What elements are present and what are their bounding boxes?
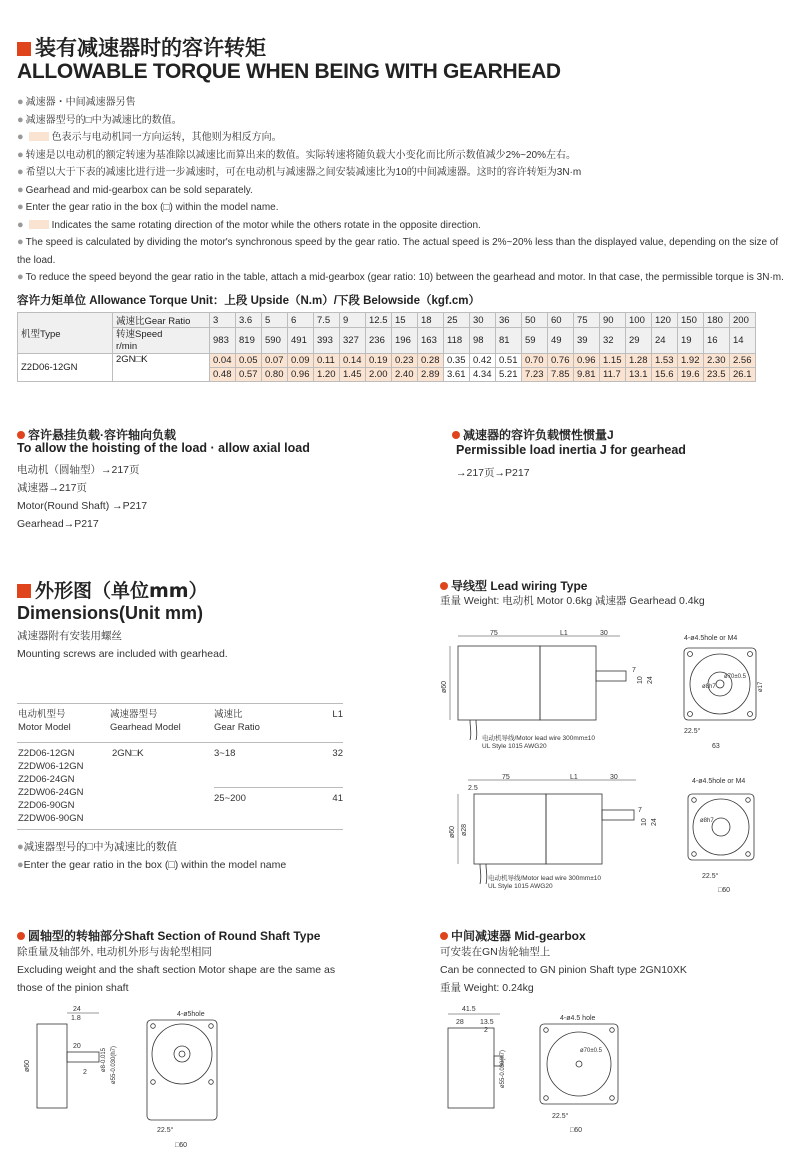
dimensions-table: [17, 704, 343, 830]
notes-list: [17, 94, 792, 287]
dimensions-title-en: Dimensions(Unit mm): [17, 603, 204, 623]
speed-cell: 81: [496, 328, 522, 354]
svg-text:41.5: 41.5: [462, 1006, 476, 1013]
mid-gearbox-drawing: [440, 1002, 790, 1152]
torque-upper-cell: 0.35: [444, 354, 470, 368]
highlight-swatch: [29, 220, 49, 229]
torque-upper-cell: 0.76: [548, 354, 574, 368]
svg-text:UL Style 1015 AWG20: UL Style 1015 AWG20: [482, 743, 547, 750]
speed-cell: 327: [340, 328, 366, 354]
ratio-cell: 200: [730, 313, 756, 328]
torque-upper-cell: 2.56: [730, 354, 756, 368]
bullet-icon: ●: [17, 218, 24, 231]
svg-text:10: 10: [637, 676, 644, 684]
round-shaft-line-cn: 除重量及轴部外, 电动机外形与齿轮型相同: [17, 946, 212, 958]
torque-lower-cell: 19.6: [678, 368, 704, 382]
torque-lower-cell: 1.45: [340, 368, 366, 382]
ratio-cell: 25~200: [214, 792, 246, 804]
torque-upper-cell: 0.11: [314, 354, 340, 368]
speed-cell: 19: [678, 328, 704, 354]
hoisting-line: 电动机（圆轴型）→217页: [17, 464, 140, 476]
lead-wiring-weight: 重量 Weight: 电动机 Motor 0.6kg 减速器 Gearhead 0.4kg: [440, 595, 705, 607]
svg-text:2: 2: [484, 1027, 488, 1034]
torque-lower-cell: 2.40: [392, 368, 418, 382]
svg-text:ø60: ø60: [449, 825, 456, 838]
svg-text:7: 7: [638, 807, 642, 814]
svg-text:2.5: 2.5: [468, 785, 478, 792]
torque-upper-cell: 0.51: [496, 354, 522, 368]
svg-text:24: 24: [647, 676, 654, 684]
svg-text:75: 75: [490, 630, 498, 637]
torque-lower-cell: 9.81: [574, 368, 600, 382]
lead-wiring-title: 导线型 Lead wiring Type: [440, 575, 587, 594]
svg-text:ø60: ø60: [24, 1059, 31, 1072]
torque-upper-cell: 2.30: [704, 354, 730, 368]
speed-cell: 32: [600, 328, 626, 354]
torque-lower-cell: 5.21: [496, 368, 522, 382]
ratio-cell: 3: [210, 313, 236, 328]
svg-text:ø28: ø28: [461, 823, 468, 836]
ratio-cell: 18: [418, 313, 444, 328]
svg-text:20: 20: [73, 1043, 81, 1050]
lead-wiring-drawing-1: [440, 628, 790, 758]
round-shaft-line-en-2: those of the pinion shaft: [17, 982, 129, 994]
bullet-icon: ●: [17, 166, 24, 178]
torque-upper-cell: 0.23: [392, 354, 418, 368]
bullet-icon: ●: [17, 96, 24, 108]
torque-upper-cell: 1.15: [600, 354, 626, 368]
svg-text:4-ø4.5hole or M4: 4-ø4.5hole or M4: [684, 635, 738, 642]
mid-gearbox-weight: 重量 Weight: 0.24kg: [440, 982, 534, 994]
bullet-icon: ●: [17, 183, 24, 196]
hoisting-line: Motor(Round Shaft) →P217: [17, 500, 148, 512]
note-item: ● The speed is calculated by dividing the motor's synchronous speed by the gear ratio. The actual speed is 2%~20% less than the displayed value, depending on the size of the load.: [17, 236, 779, 266]
note-item: ● 减速器・中间减速器另售: [17, 96, 136, 108]
svg-text:10: 10: [641, 818, 648, 826]
svg-text:□60: □60: [570, 1127, 583, 1134]
svg-text:28: 28: [456, 1019, 464, 1026]
gearhead-model-header: 减速器型号 Gearhead Model: [110, 709, 181, 733]
motor-model-header: 电动机型号 Motor Model: [18, 709, 71, 733]
speed-cell: 16: [704, 328, 730, 354]
ratio-cell: 100: [626, 313, 652, 328]
torque-upper-cell: 0.14: [340, 354, 366, 368]
dimensions-note-cn: 减速器附有安装用螺丝: [17, 630, 122, 642]
torque-lower-cell: 23.5: [704, 368, 730, 382]
ratio-cell: 150: [678, 313, 704, 328]
hoisting-title-en: To allow the hoisting of the load · allow axial load: [17, 441, 310, 455]
ratio-cell: 30: [470, 313, 496, 328]
ratio-cell: 3.6: [236, 313, 262, 328]
speed-cell: 14: [730, 328, 756, 354]
torque-upper-cell: 0.42: [470, 354, 496, 368]
torque-upper-cell: 0.96: [574, 354, 600, 368]
gear-ratio-header: 减速比 Gear Ratio: [214, 709, 260, 733]
dimensions-note-en: Mounting screws are included with gearhead.: [17, 648, 228, 660]
torque-lower-cell: 26.1: [730, 368, 756, 382]
dim-footnote-en: ●Enter the gear ratio in the box (□) within the model name: [17, 859, 287, 871]
round-shaft-drawing: [17, 1002, 257, 1152]
torque-lower-cell: 2.89: [418, 368, 444, 382]
gearhead-cell: 2GN□K: [113, 354, 210, 382]
svg-text:L1: L1: [570, 774, 578, 781]
inertia-line: →217页→P217: [456, 467, 530, 479]
torque-upper-cell: 0.70: [522, 354, 548, 368]
dimensions-table-wrap: [17, 703, 343, 830]
round-shaft-line-en-1: Excluding weight and the shaft section Motor shape are the same as: [17, 964, 336, 976]
ratio-cell: 6: [288, 313, 314, 328]
svg-text:ø55-0.030(h7): ø55-0.030(h7): [500, 1049, 506, 1088]
torque-lower-cell: 11.7: [600, 368, 626, 382]
bullet-icon: ●: [17, 201, 24, 213]
torque-upper-cell: 1.92: [678, 354, 704, 368]
torque-lower-cell: 15.6: [652, 368, 678, 382]
col-model-header: 机型Type: [18, 313, 113, 354]
torque-lower-cell: 13.1: [626, 368, 652, 382]
ratio-cell: 36: [496, 313, 522, 328]
torque-upper-cell: 0.28: [418, 354, 444, 368]
hoisting-title-cn: 容许悬挂负载·容许轴向负载: [17, 424, 176, 443]
torque-lower-cell: 0.57: [236, 368, 262, 382]
torque-upper-cell: 0.09: [288, 354, 314, 368]
torque-lower-cell: 0.80: [262, 368, 288, 382]
col-speed-header: 转速Speed r/min: [113, 328, 210, 354]
section-title-cn: 装有减速器时的容许转矩: [17, 32, 266, 62]
note-item: ● Indicates the same rotating direction of the motor while the others rotate in the opposite direction.: [17, 218, 481, 231]
torque-lower-cell: 2.00: [366, 368, 392, 382]
inertia-title-en: Permissible load inertia J for gearhead: [456, 443, 686, 457]
section-marker-icon: [17, 42, 31, 56]
torque-lower-cell: 0.96: [288, 368, 314, 382]
ratio-cell: 120: [652, 313, 678, 328]
svg-text:22.5°: 22.5°: [684, 728, 701, 735]
torque-lower-cell: 3.61: [444, 368, 470, 382]
speed-cell: 24: [652, 328, 678, 354]
mid-gearbox-line-en: Can be connected to GN pinion Shaft type 2GN10XK: [440, 964, 687, 976]
svg-text:1.8: 1.8: [71, 1015, 81, 1022]
torque-upper-cell: 0.05: [236, 354, 262, 368]
torque-upper-cell: 0.07: [262, 354, 288, 368]
bullet-icon: ●: [17, 236, 24, 248]
svg-text:ø17: ø17: [758, 681, 764, 692]
svg-text:ø8h7: ø8h7: [702, 684, 716, 690]
torque-upper-cell: 1.53: [652, 354, 678, 368]
svg-text:4-ø4.5 hole: 4-ø4.5 hole: [560, 1015, 596, 1022]
speed-cell: 39: [574, 328, 600, 354]
ratio-cell: 3~18: [214, 743, 314, 788]
inertia-title-cn: 减速器的容许负载惯性惯量J: [452, 424, 614, 443]
bullet-icon: ●: [17, 113, 24, 126]
svg-text:63: 63: [712, 743, 720, 750]
highlight-swatch: [29, 132, 49, 141]
bullet-icon: ●: [17, 271, 24, 283]
mid-gearbox-title: 中间减速器 Mid-gearbox: [440, 925, 586, 944]
hoisting-lines: [17, 461, 147, 533]
speed-cell: 196: [392, 328, 418, 354]
gearhead-model-cell: 2GN□K: [112, 748, 144, 759]
mid-gearbox-line-cn: 可安装在GN齿轮轴型上: [440, 946, 551, 958]
speed-cell: 98: [470, 328, 496, 354]
section-dot-icon: [440, 582, 448, 590]
section-title-en: ALLOWABLE TORQUE WHEN BEING WITH GEARHEAD: [17, 60, 561, 83]
svg-text:ø55-0.030(h7): ø55-0.030(h7): [111, 1045, 117, 1084]
ratio-cell: 7.5: [314, 313, 340, 328]
l1-header: L1: [332, 709, 343, 720]
torque-upper-cell: 0.04: [210, 354, 236, 368]
svg-text:□60: □60: [718, 887, 731, 894]
section-dot-icon: [452, 431, 460, 439]
svg-text:□60: □60: [175, 1142, 188, 1149]
speed-cell: 393: [314, 328, 340, 354]
speed-cell: 590: [262, 328, 288, 354]
ratio-cell: 180: [704, 313, 730, 328]
torque-unit-line: 容许力矩单位 Allowance Torque Unit：上段 Upside（N.m）/下段 Belowside（kgf.cm）: [17, 295, 481, 307]
svg-text:4-ø5hole: 4-ø5hole: [177, 1011, 205, 1018]
torque-table: [17, 312, 756, 382]
speed-cell: 491: [288, 328, 314, 354]
torque-lower-cell: 7.85: [548, 368, 574, 382]
torque-lower-cell: 1.20: [314, 368, 340, 382]
svg-text:24: 24: [651, 818, 658, 826]
ratio-cell: 60: [548, 313, 574, 328]
note-item: ● Gearhead and mid-gearbox can be sold separately.: [17, 183, 253, 196]
note-item: ● To reduce the speed beyond the gear ratio in the table, attach a mid-gearbox (gear ratio: 10) between the gearhead and motor. In that case, the permissible torque is 3N·m.: [17, 271, 784, 283]
svg-text:UL Style 1015 AWG20: UL Style 1015 AWG20: [488, 883, 553, 890]
svg-text:30: 30: [610, 774, 618, 781]
section-dot-icon: [17, 932, 25, 940]
dimensions-title-cn: 外形图（单位mm）: [17, 576, 208, 603]
svg-text:24: 24: [73, 1006, 81, 1013]
ratio-cell: 5: [262, 313, 288, 328]
speed-cell: 236: [366, 328, 392, 354]
torque-lower-cell: 0.48: [210, 368, 236, 382]
svg-text:75: 75: [502, 774, 510, 781]
ratio-cell: 9: [340, 313, 366, 328]
ratio-cell: 75: [574, 313, 600, 328]
speed-cell: 118: [444, 328, 470, 354]
dim-footnote-cn: ●减速器型号的□中为减速比的数值: [17, 841, 177, 853]
speed-cell: 983: [210, 328, 236, 354]
torque-upper-cell: 1.28: [626, 354, 652, 368]
ratio-cell: 15: [392, 313, 418, 328]
note-item: ● 转速是以电动机的额定转速为基准除以减速比而算出来的数值。实际转速将随负载大小变化而比所示数值减少2%~20%左右。: [17, 148, 576, 161]
ratio-cell: 12.5: [366, 313, 392, 328]
lead-wiring-drawing-2: [440, 772, 790, 897]
speed-cell: 59: [522, 328, 548, 354]
note-item: ● 减速器型号的□中为减速比的数值。: [17, 113, 182, 126]
torque-upper-cell: 0.19: [366, 354, 392, 368]
svg-text:ø60: ø60: [441, 680, 448, 693]
col-ratio-header: 减速比Gear Ratio: [113, 313, 210, 328]
speed-cell: 163: [418, 328, 444, 354]
torque-lower-cell: 7.23: [522, 368, 548, 382]
svg-text:ø8h7: ø8h7: [700, 818, 714, 824]
section-dot-icon: [440, 932, 448, 940]
svg-text:ø8-0.015: ø8-0.015: [101, 1047, 107, 1072]
bullet-icon: ●: [17, 131, 24, 143]
model-cell: Z2D06-12GN: [18, 354, 113, 382]
svg-text:4-ø4.5hole or M4: 4-ø4.5hole or M4: [692, 778, 746, 785]
section-dot-icon: [17, 431, 25, 439]
svg-text:22.5°: 22.5°: [702, 873, 719, 880]
svg-text:30: 30: [600, 630, 608, 637]
note-item: ● 色表示与电动机同一方向运转，其他则为相反方向。: [17, 131, 282, 143]
motor-models-cell: Z2D06-12GN Z2DW06-12GN Z2D06-24GN Z2DW06-24GN Z2D06-90GN Z2DW06-90GN: [18, 748, 84, 824]
note-item: ● 希望以大于下表的减速比进行进一步减速时，可在电动机与减速器之间安装减速比为10的中间减速器。这时的容许转矩为3N·m: [17, 166, 582, 178]
svg-text:7: 7: [632, 667, 636, 674]
torque-table-wrap: [17, 312, 785, 382]
l1-cell: 41: [332, 792, 343, 804]
round-shaft-title: 圆轴型的转轴部分Shaft Section of Round Shaft Type: [17, 925, 320, 944]
svg-text:ø70±0.5: ø70±0.5: [724, 674, 746, 680]
speed-cell: 29: [626, 328, 652, 354]
ratio-cell: 50: [522, 313, 548, 328]
note-item: ● Enter the gear ratio in the box (□) within the model name.: [17, 201, 279, 213]
hoisting-line: 减速器→217页: [17, 482, 88, 494]
hoisting-line: Gearhead→P217: [17, 518, 99, 530]
svg-text:电动机导线/Motor lead wire 300mm±10: 电动机导线/Motor lead wire 300mm±10: [482, 735, 596, 742]
torque-lower-cell: 4.34: [470, 368, 496, 382]
section-marker-icon: [17, 584, 31, 598]
svg-text:ø70±0.5: ø70±0.5: [580, 1048, 602, 1054]
svg-text:22.5°: 22.5°: [552, 1113, 569, 1120]
svg-text:电动机导线/Motor lead wire 300mm±10: 电动机导线/Motor lead wire 300mm±10: [488, 875, 602, 882]
l1-cell: 32: [314, 743, 343, 788]
svg-text:2: 2: [83, 1069, 87, 1076]
ratio-cell: 90: [600, 313, 626, 328]
bullet-icon: ●: [17, 148, 24, 161]
svg-text:L1: L1: [560, 630, 568, 637]
svg-text:13.5: 13.5: [480, 1019, 494, 1026]
svg-text:22.5°: 22.5°: [157, 1127, 174, 1134]
speed-cell: 49: [548, 328, 574, 354]
speed-cell: 819: [236, 328, 262, 354]
ratio-cell: 25: [444, 313, 470, 328]
